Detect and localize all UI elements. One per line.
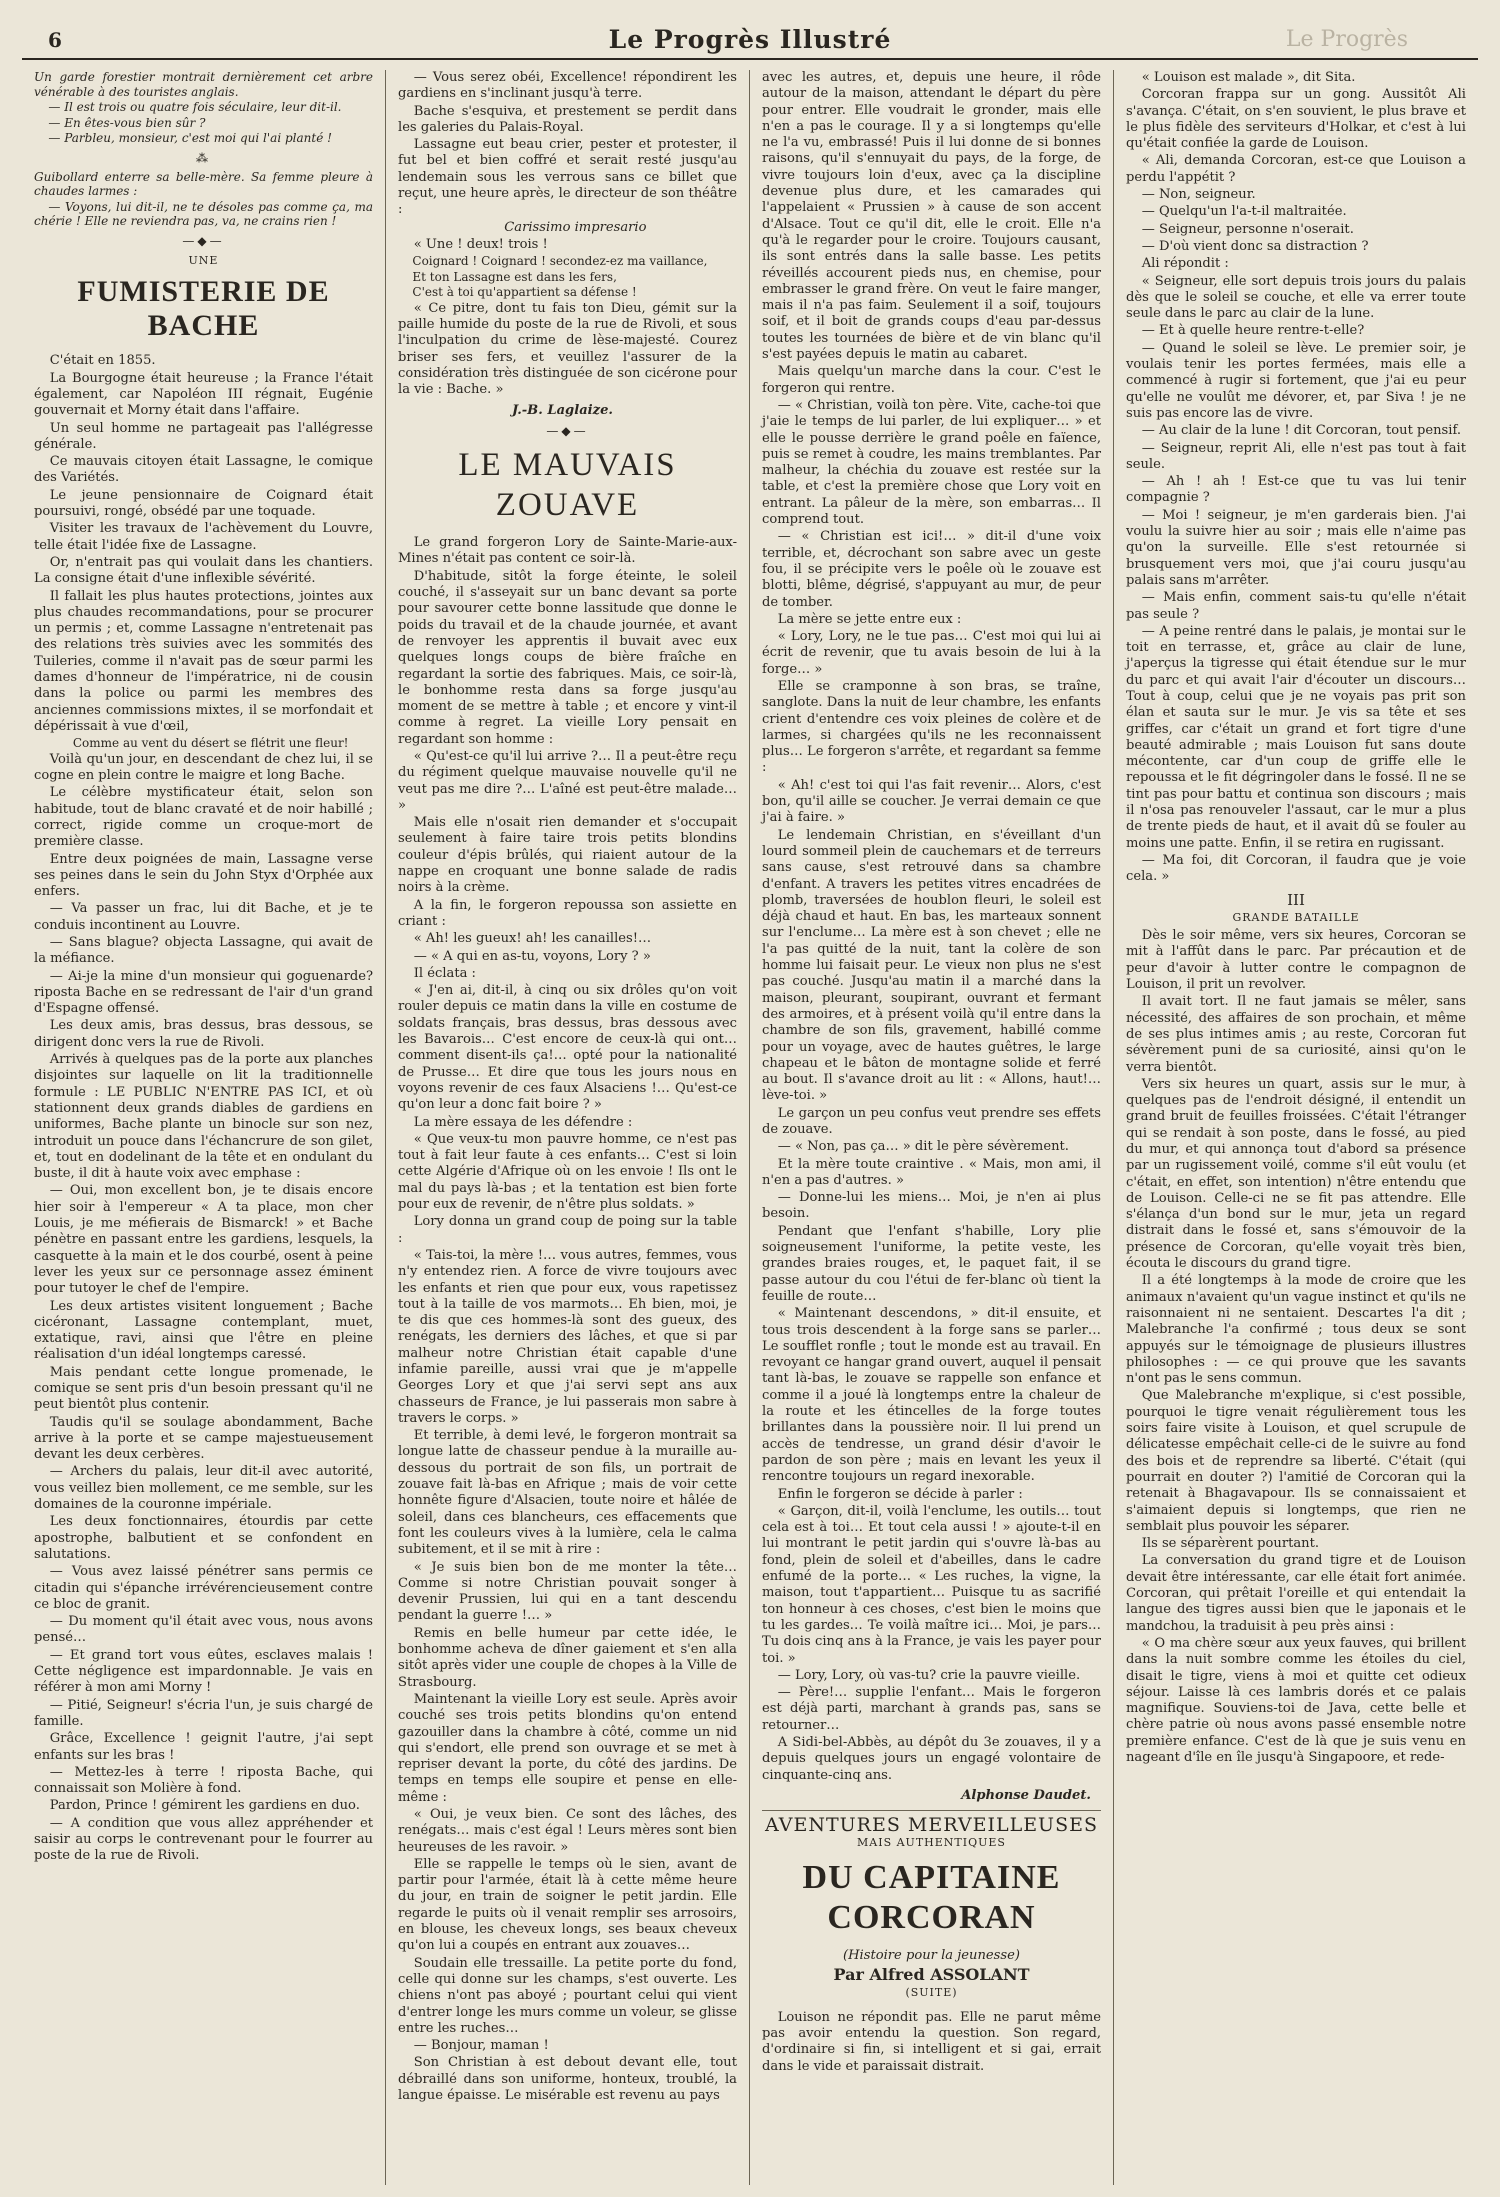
anecdote-line: — Il est trois ou quatre fois séculaire, leur dit-il. (48, 100, 342, 114)
chapter-title: GRANDE BATAILLE (1232, 910, 1360, 924)
paragraph: Soudain elle tressaille. La petite porte du fond, celle qui donne sur les champs, s'est ouverte. Les chiens n'ont pas aboyé ; pourtant celui qui vient d'entrer longe les murs comme un voleur, se glisse entre les ruches… (398, 1955, 737, 2036)
paragraph: — Vous serez obéi, Excellence! répondirent les gardiens en s'inclinant jusqu'à terre. (398, 70, 737, 102)
paragraph: « Lory, Lory, ne le tue pas… C'est moi qui lui ai écrit de revenir, que tu avais besoin de lui à la forge… » (762, 629, 1101, 677)
asterism-ornament: ⁂ (196, 150, 211, 165)
paragraph: Les deux artistes visitent longuement ; Bache cicéronant, Lassagne contemplant, muet, extatique, ravi, ainsi que l'être en pleine réalisation d'un idéal longtemps caressé. (34, 1298, 373, 1363)
divider-ornament: —◆— (182, 233, 225, 248)
anecdote-line: — Voyons, lui dit-il, ne te désoles pas comme ça, ma chérie ! Elle ne reviendra pas, va, ne crains rien ! (34, 199, 373, 229)
paragraph: — « Christian est ici!… » dit-il d'une voix terrible, et, décrochant son sabre avec un geste fou, il se précipite vers le poêle où le zouave est blotti, blême, dégrisé, s'appuyant au mur, de peur de tomber. (762, 529, 1101, 610)
paragraph: — Lory, Lory, où vas-tu? crie la pauvre vieille. (777, 1667, 1081, 1683)
paragraph: — A condition que vous allez appréhender et saisir au corps le contrevenant pour le fourrer au poste de la rue de Rivoli. (34, 1815, 373, 1864)
paragraph: La Bourgogne était heureuse ; la France l'était également, car Napoléon III régnait, Eugénie gouvernait et Morny était dans l'affaire. (34, 370, 373, 419)
paragraph: « Maintenant descendons, » dit-il ensuite, et tous trois descendent à la forge sans se parler… Le soufflet ronfle ; tout le monde est au travail. En revoyant ce hangar grand ouvert, auquel il pensait tant là-bas, le zouave se rappelle son enfance et comme il a joué là longtemps entre la chaleur de la route et les étincelles de la forge toutes brillantes dans la poussière noir. Il lui prend un accès de tendresse, un grand désir d'avoir le pardon de son père ; mais en levant les yeux il rencontre toujours un regard inexorable. (762, 1306, 1101, 1485)
verse-line: Comme au vent du désert se flétrit une fleur! (72, 736, 349, 751)
paragraph: — Donne-lui les miens… Moi, je n'en ai plus besoin. (762, 1190, 1101, 1222)
newspaper-title: Le Progrès Illustré (608, 25, 892, 54)
paragraph: Le célèbre mystificateur était, selon son habitude, tout de blanc cravaté et de noir habillé ; correct, rigide comme un croque-mort de première classe. (34, 785, 373, 850)
paragraph: « Oui, je veux bien. Ce sont des lâches, des renégats… mais c'est égal ! Leurs mères sont bien heureuses de les ravoir. » (398, 1807, 737, 1855)
paragraph: Arrivés à quelques pas de la porte aux planches disjointes sur laquelle on lit la traditionnelle formule : LE PUBLIC N'ENTRE PAS ICI, et où stationnent deux grands diables de gardiens en uniformes, Bache plante un binocle sur son nez, introduit un pouce dans l'échancrure de son gilet, et, tout en dodelinant de la tête et en ondulant du buste, il dit à haute voix avec emphase : (34, 1052, 373, 1182)
letter-line: « Une ! deux! trois ! (413, 236, 548, 252)
paragraph: — Moi ! seigneur, je m'en garderais bien. J'ai voulu la suivre hier au soir ; mais elle n'aime pas qu'on la surveille. Elle s'est retournée si brusquement vers moi, que j'ai couru jusqu'au palais sans m'arrêter. (1126, 507, 1466, 588)
paragraph: Son Christian à est debout devant elle, tout débraillé dans son uniforme, honteux, troublé, la langue épaisse. Le misérable est revenu au pays (398, 2055, 737, 2104)
paragraph: Mais quelqu'un marche dans la cour. C'est le forgeron qui rentre. (762, 364, 1101, 396)
paragraph: Visiter les travaux de l'achèvement du Louvre, telle était l'idée fixe de Lassagne. (34, 521, 373, 553)
paragraph: Lassagne eut beau crier, pester et protester, il fut bel et bien coffré et serait resté jusqu'au lendemain sous les verrous sans ce billet que reçut, une heure après, le directeur de son théâtre : (398, 137, 737, 218)
paragraph: « Que veux-tu mon pauvre homme, ce n'est pas tout à fait leur faute à ces enfants… C'est si loin cette Algérie d'Afrique où on les envoie ! Ils ont le mal du pays là-bas ; et la tentation est bien forte pour eux de revenir, de n'être plus soldats. » (398, 1131, 737, 1213)
paragraph: Louison ne répondit pas. Elle ne parut même pas avoir entendu la question. Son regard, d'ordinaire si fin, si intelligent et si gai, errait dans le vide et paraissait distrait. (762, 2009, 1101, 2074)
divider-ornament: —◆— (546, 423, 589, 438)
paragraph: « Tais-toi, la mère !… vous autres, femmes, vous n'y entendez rien. A force de vivre toujours avec les enfants et rien que pour eux, vous rapetissez tout à la taille de vos marmots… Eh bien, moi, je te dis que ces hommes-là sont des gueux, des renégats, les derniers des lâches, et que si par malheur notre Christian était capable d'une infamie pareille, aussi vrai que je m'appelle Georges Lory et que j'ai servi sept ans aux chasseurs de France, je lui passerais mon sabre à travers le corps. » (398, 1247, 737, 1426)
paragraph: — Seigneur, personne n'oserait. (1141, 221, 1354, 237)
paragraph: Lory donna un grand coup de poing sur la table : (398, 1214, 737, 1246)
paragraph: La conversation du grand tigre et de Louison devait être intéressante, car elle était fort animée. Corcoran, qui prêtait l'oreille et qui entendait la langue des tigres aussi bien que le japonais et le mandchou, la traduisit à peu près ainsi : (1126, 1553, 1466, 1634)
paragraph: — Vous avez laissé pénétrer sans permis ce citadin qui s'épanche irrévérencieusement contre ce bloc de granit. (34, 1564, 373, 1612)
feuilleton-suite: (SUITE) (905, 1986, 958, 2000)
paragraph: — D'où vient donc sa distraction ? (1141, 238, 1369, 254)
paragraph: — Pitié, Seigneur! s'écria l'un, je suis chargé de famille. (34, 1697, 373, 1729)
paragraph: — Seigneur, reprit Ali, elle n'est pas tout à fait seule. (1126, 440, 1466, 472)
paragraph: « Louison est malade », dit Sita. (1141, 70, 1356, 85)
paragraph: Que Malebranche m'explique, si c'est possible, pourquoi le tigre venait régulièrement tous les soirs faire visite à Louison, et quel scrupule de délicatesse empêchait celle-ci de le suivre au fond des bois et de reprendre sa liberté. C'était (qui pourrait en douter ?) l'amitié de Corcoran qui la retenait à Bhagavapour. Ils se connaissaient et s'aimaient depuis si longtemps, que rien ne semblait plus pouvoir les séparer. (1126, 1388, 1466, 1534)
paragraph: Or, n'entrait pas qui voulait dans les chantiers. La consigne était d'une inflexible sévérité. (34, 554, 373, 587)
paragraph: — Quand le soleil se lève. Le premier soir, je voulais tenir les portes fermées, mais elle a commencé à rugir si fortement, que j'ai eu peur qu'elle ne voulût me dévorer, et, par Siva ! je ne suis pas encore las de vivre. (1126, 340, 1466, 421)
anecdote-line: Guibollard enterre sa belle-mère. Sa femme pleure à chaudes larmes : (34, 169, 373, 199)
paragraph: — Et à quelle heure rentre-t-elle? (1141, 323, 1365, 339)
paragraph: — Non, seigneur. (1141, 187, 1256, 203)
paragraph: — « A qui en as-tu, voyons, Lory ? » (413, 948, 651, 964)
article-body-zouave (398, 535, 737, 2104)
bleed-through-text: Le Progrès (1285, 27, 1408, 52)
article-kicker: UNE (188, 254, 219, 268)
paragraph: Ali répondit : (1141, 256, 1229, 272)
paragraph: Le jeune pensionnaire de Coignard était poursuivi, rongé, obsédé par une toquade. (34, 487, 373, 520)
paragraph: — Bonjour, maman ! (413, 2038, 549, 2054)
paragraph: Pardon, Prince ! gémirent les gardiens en duo. (49, 1798, 360, 1814)
paragraph: Vers six heures un quart, assis sur le mur, à quelques pas de l'endroit désigné, il entendit un grand bruit de feuilles froissées. C'était l'étranger qui se rendait à son poste, dans le fossé, au pied du mur, et qui annonça tout d'abord sa présence par un rugissement voilé, comme s'il eût voulu (et c'était, en effet, son intention) n'être entendu que de Louison. Celle-ci ne se fit pas attendre. Elle s'élança d'un bond sur le mur, jeta un regard distrait dans le fossé et, sans s'émouvoir de la présence de Corcoran, qu'elle voyait très bien, écouta le discours du grand tigre. (1126, 1076, 1466, 1272)
article-title-fumisterie: FUMISTERIE DE BACHE (77, 275, 330, 343)
paragraph: — Oui, mon excellent bon, je te disais encore hier soir à l'empereur « A ta place, mon cher Louis, je me méfierais de Bismarck! » et Bache pénètre en passant entre les gardiens, lesquels, la casquette à la main et le dos courbé, osent à peine lever les yeux sur ce personnage assez éminent pour tutoyer le chef de l'empire. (34, 1183, 373, 1297)
paragraph: « O ma chère sœur aux yeux fauves, qui brillent dans la nuit sombre comme les étoiles du ciel, disait le tigre, viens à moi et quitte cet odieux séjour. Laisse là ces lambris dorés et ce palais magnifique. Souviens-toi de Java, cette belle et chère patrie où nous avons passé ensemble notre première enfance. C'est de là que je suis venu en nageant d'île en île jusqu'à Singapoore, et rede- (1126, 1635, 1466, 1765)
signature-laglaize: J.-B. Laglaize. (512, 402, 613, 418)
paragraph: Mais pendant cette longue promenade, le comique se sent pris d'un besoin pressant qu'il ne peut bientôt plus contenir. (34, 1364, 373, 1413)
paragraph: — Quelqu'un l'a-t-il maltraitée. (1141, 204, 1347, 220)
paragraph: Enfin le forgeron se décide à parler : (777, 1486, 1023, 1502)
paragraph: Il avait tort. Il ne faut jamais se mêler, sans nécessité, des affaires de son prochain, et même de ses plus intimes amis ; au reste, Corcoran fut sévèrement puni de sa curiosité, ainsi qu'on le verra bientôt. (1126, 994, 1466, 1075)
paragraph: Le garçon un peu confus veut prendre ses effets de zouave. (762, 1105, 1101, 1137)
paragraph: Ce mauvais citoyen était Lassagne, le comique des Variétés. (34, 454, 373, 486)
paragraph: Et terrible, à demi levé, le forgeron montrait sa longue latte de chasseur pendue à la muraille au-dessous du portrait de son fils, un portrait de zouave fait là-bas en Afrique ; mais de voir cette honnête figure d'Alsacien, toute noire et hâlée de soleil, dans ces blancheurs, ces effacements que font les couleurs vives à la lumière, cela le calma subitement, et il se mit à rire : (398, 1428, 737, 1558)
paragraph: C'était en 1855. (49, 353, 156, 369)
article-body-fumisterie (34, 353, 373, 1864)
paragraph: « Garçon, dit-il, voilà l'enclume, les outils… tout cela est à toi… Et tout cela aussi ! » ajoute-t-il en lui montrant le petit jardin qui s'ouvre là-bas au fond, plein de soleil et d'abeilles, dans le cadre enfumé de la porte… « Les ruches, la vigne, la maison, tout t'appartient… Puisque tu as sacrifié ton honneur à ces choses, c'est bien le moins que tu les gardes… Te voilà maître ici… Moi, je pars… Tu dois cinq ans à la France, je vais les payer pour toi. » (762, 1503, 1101, 1666)
paragraph: Bache s'esquiva, et prestement se perdit dans les galeries du Palais-Royal. (398, 103, 737, 135)
paragraph: Il fallait les plus hautes protections, jointes aux plus chaudes recommandations, pour se procurer un permis ; et, comme Lassagne n'entretenait pas des relations très suivies avec les sommités des Tuileries, comme il n'avait pas de sœur parmi les dames d'honneur de l'impératrice, ni de cousin dans la police ou parmi les membres des anciennes commissions mixtes, il se morfondait et dépérissait à vue d'œil, (34, 588, 373, 734)
paragraph: Pendant que l'enfant s'habille, Lory plie soigneusement l'uniforme, la petite veste, les grandes braies rouges, et, le paquet fait, il se passe autour du cou l'étui de fer-blanc où tient la feuille de route… (762, 1223, 1101, 1304)
paragraph: A Sidi-bel-Abbès, au dépôt du 3e zouaves, il y a depuis quelques jours un engagé volontaire de cinquante-cinq ans. (762, 1734, 1101, 1783)
section-rule (762, 1810, 1101, 1811)
paragraph: « Ah! les gueux! ah! les canailles!… (413, 931, 652, 947)
paragraph: La mère se jette entre eux : (777, 611, 962, 627)
column-1 (22, 70, 386, 2185)
feuilleton-heading-1: AVENTURES MERVEILLEUSES (765, 1814, 1098, 1837)
paragraph: Mais elle n'osait rien demander et s'occupait seulement à faire taire trois petits blondins couleur d'épis brûlés, qui riaient autour de la nappe en croquant une bonne salade de radis noirs à la crème. (398, 815, 737, 896)
paragraph: — Ah ! ah ! Est-ce que tu vas lui tenir compagnie ? (1126, 474, 1466, 506)
paragraph: Corcoran frappa sur un gong. Aussitôt Ali s'avança. C'était, on s'en souvient, le plus brave et le plus fidèle des serviteurs d'Holkar, et c'est à lui qu'était confiée la garde de Louison. (1126, 87, 1466, 152)
paragraph: — Archers du palais, leur dit-il avec autorité, vous veillez bien mollement, ce me semble, sur les domaines de la couronne impériale. (34, 1464, 373, 1513)
anecdote-forester (34, 70, 373, 146)
paragraph: — Mais enfin, comment sais-tu qu'elle n'était pas seule ? (1126, 590, 1466, 622)
paragraph: D'habitude, sitôt la forge éteinte, le soleil couché, il s'asseyait sur un banc devant sa porte pour savourer cette bonne lassitude que donne le poids du travail et de la chaude journée, et avant de renvoyer les apprentis il buvait avec eux quelques longs coups de bière fraîche en regardant la sortie des fabriques. Mais, ce soir-là, le bonhomme resta dans sa forge jusqu'au moment de se mettre à table ; et encore y vint-il comme à regret. La vieille Lory pensait en regardant son homme : (398, 568, 737, 747)
paragraph: Les deux fonctionnaires, étourdis par cette apostrophe, balbutient et se confondent en salutations. (34, 1514, 373, 1562)
paragraph: « Qu'est-ce qu'il lui arrive ?… Il a peut-être reçu du régiment quelque mauvaise nouvelle qu'il ne veut pas me dire ?… L'aîné est peut-être malade… » (398, 749, 737, 813)
paragraph: — Et grand tort vous eûtes, esclaves malais ! Cette négligence est impardonnable. Je vais en référer à mon ami Morny ! (34, 1647, 373, 1696)
paragraph: « Ce pitre, dont tu fais ton Dieu, gémit sur la paille humide du poste de la rue de Rivoli, et sous l'inculpation du crime de lèse-majesté. Courez briser ses fers, et veuillez l'assurer de la considération très distinguée de son cicérone pour la vie : Bache. » (398, 300, 737, 398)
paragraph: « Seigneur, elle sort depuis trois jours du palais dès que le soleil se couche, et elle va errer toute seule dans le parc au clair de la lune. (1126, 273, 1466, 322)
masthead (22, 18, 1478, 60)
feuilleton-title: DU CAPITAINE CORCORAN (802, 1858, 1061, 1936)
paragraph: Elle se rappelle le temps où le sien, avant de partir pour l'armée, était là à cette même heure du jour, en train de soigner le petit jardin. Elle regarde le puits où il venait remplir ses arrosoirs, en blouse, les cheveux longs, ses beaux cheveux qu'on lui a coupés en entrant aux zouaves… (398, 1856, 737, 1954)
paragraph: — Ma foi, dit Corcoran, il faudra que je voie cela. » (1126, 852, 1466, 885)
anecdote-guibollard (34, 170, 373, 229)
columns (22, 70, 1478, 2185)
paragraph: — Sans blague? objecta Lassagne, qui avait de la méfiance. (34, 934, 373, 967)
paragraph: — Mettez-les à terre ! riposta Bache, qui connaissait son Molière à fond. (34, 1764, 373, 1797)
column-4 (1114, 70, 1478, 2185)
paragraph: — « Christian, voilà ton père. Vite, cache-toi que j'aie le temps de lui parler, de lui expliquer… » et elle le pousse derrière le grand poêle en faïence, puis se remet à coudre, les mains tremblantes. Par malheur, la chéchia du zouave est restée sur la table, et c'est la première chose que Lory voit en entrant. La pâleur de la mère, son embarras… Il comprend tout. (762, 397, 1101, 528)
feuilleton-heading-2: MAIS AUTHENTIQUES (857, 1836, 1006, 1850)
paragraph: « Ali, demanda Corcoran, est-ce que Louison a perdu l'appétit ? (1126, 153, 1466, 185)
letter-salutation: Carissimo impresario (504, 219, 647, 235)
article-title-zouave: LE MAUVAIS ZOUAVE (458, 447, 677, 524)
paragraph: — A peine rentré dans le palais, je montai sur le toit en terrasse, et, grâce au clair de lune, j'aperçus la tigresse qui était étendue sur le mur du parc et qui avait l'air d'écouter un discours… Tout à coup, celui que je ne voyais pas prit son élan et sauta sur le mur. Je vis sa tête et ses griffes, car c'était un grand et fort tigre d'une beauté admirable ; mais Louison fut sans doute mécontente, car d'un coup de griffe elle le repoussa et le fit dégringoler dans le fossé. Il ne se tint pas pour battu et continua son discours ; mais il n'osa pas renouveler l'assaut, car le mur a plus de trente pieds de haut, et il avait dû se fouler au moins une patte. Enfin, il se retira en rugissant. (1126, 623, 1466, 851)
paragraph: Ils se séparèrent pourtant. (1141, 1536, 1320, 1552)
paragraph: — Au clair de la lune ! dit Corcoran, tout pensif. (1141, 423, 1462, 439)
feuilleton-subtitle: (Histoire pour la jeunesse) (843, 1947, 1020, 1963)
paragraph: avec les autres, et, depuis une heure, il rôde autour de la maison, attendant le départ du père pour entrer. Elle voudrait le gronder, mais elle n'en a pas le courage. Il y a si longtemps qu'elle ne l'a vu, embrassé! Puis il lui donne de si bonnes raisons, qu'il s'ennuyait du pays, de la forge, de vivre toujours loin d'eux, avec ça la discipline devenue plus dure, et les camarades qui l'appelaient « Prussien » à cause de son accent d'Alsace. Tout ce qu'il dit, elle le croit. Elle n'a qu'à le regarder pour le croire. Toujours causant, ils sont entrés dans la salle basse. Les petits réveillés accourent pieds nus, en chemise, pour embrasser le grand frère. On veut le faire manger, mais il n'a pas faim. Seulement il a soif, toujours soif, et il boit de grands coups d'eau par-dessus toutes les tournées de bière et de vin blanc qu'il s'est payées depuis le matin au cabaret. (762, 70, 1101, 363)
paragraph: Remis en belle humeur par cette idée, le bonhomme acheva de dîner gaiement et s'en alla sitôt après vider une couple de chopes à la Ville de Strasbourg. (398, 1625, 737, 1690)
paragraph: Taudis qu'il se soulage abondamment, Bache arrive à la porte et se campe majestueusement devant les deux cerbères. (34, 1414, 373, 1463)
paragraph: Entre deux poignées de main, Lassagne verse ses peines dans le sein du John Styx d'Orphée aux enfers. (34, 851, 373, 900)
paragraph: Le grand forgeron Lory de Sainte-Marie-aux-Mines n'était pas content ce soir-là. (398, 535, 737, 567)
page-number: 6 (48, 28, 62, 52)
column-3 (750, 70, 1114, 2185)
verse-line: Coignard ! Coignard ! secondez-ez ma vaillance, (412, 254, 708, 269)
paragraph: « Ah! c'est toi qui l'as fait revenir… Alors, c'est bon, qu'il aille se coucher. Je verrai demain ce que j'ai à faire. » (762, 777, 1101, 826)
paragraph: — « Non, pas ça… » dit le père sévèrement. (777, 1139, 1069, 1155)
paragraph: Grâce, Excellence ! geignit l'autre, j'ai sept enfants sur les bras ! (34, 1731, 373, 1763)
paragraph: « Je suis bien bon de me monter la tête… Comme si notre Christian pouvait songer à devenir Prussien, lui qui en a tant descendu pendant la guerre !… » (398, 1559, 737, 1624)
paragraph: Le lendemain Christian, en s'éveillant d'un lourd sommeil plein de cauchemars et de terreurs sans cause, s'est retrouvé dans sa chambre d'enfant. A travers les petites vitres encadrées de plomb, traversées de houblon fleuri, le soleil est déjà chaud et haut. En bas, les marteaux sonnent sur l'enclume… La mère est à son chevet ; elle ne l'a pas quitté de la nuit, tant la colère de son homme lui faisait peur. Le vieux non plus ne s'est pas couché. Jusqu'au matin il a marché dans la maison, pleurant, soupirant, ouvrant et fermant des armoires, et à présent voilà qu'il entre dans la chambre de son fils, gravement, habillé comme pour un voyage, avec de hautes guêtres, le large chapeau et le bâton de montagne solide et ferré au bout. Il s'avance droit au lit : « Allons, haut!… lève-toi. » (762, 827, 1101, 1104)
paragraph: Il éclata : (413, 965, 476, 981)
paragraph: A la fin, le forgeron repoussa son assiette en criant : (398, 897, 737, 929)
paragraph: Il a été longtemps à la mode de croire que les animaux n'avaient qu'un vague instinct et qu'ils ne raisonnaient ni ne sentaient. Descartes l'a dit ; Malebranche l'a confirmé ; tous deux se sont appuyés sur le témoignage de plusieurs illustres philosophes : — ce qui prouve que les savants n'ont pas le sens commun. (1126, 1273, 1466, 1387)
paragraph: — Père!… supplie l'enfant… Mais le forgeron est déjà parti, marchant à grands pas, sans se retourner… (762, 1685, 1101, 1733)
paragraph: La mère essaya de les défendre : (413, 1114, 633, 1130)
paragraph: « J'en ai, dit-il, à cinq ou six drôles qu'on voit rouler depuis ce matin dans la ville en costume de soldats français, bras dessus, bras dessous avec les Bavarois… C'est encore de ceux-là qui ont… comment disent-ils ça!… opté pour la nationalité de Prusse… Et dire que tous les jours nous en voyons revenir de ces faux Alsaciens !… Qu'est-ce qu'on leur a donc fait boire ? » (398, 983, 737, 1113)
signature-daudet: Alphonse Daudet. (961, 1787, 1091, 1803)
paragraph: Elle se cramponne à son bras, se traîne, sanglote. Dans la nuit de leur chambre, les enfants crient d'entendre ces voix pleines de colère et de larmes, si chargées qu'ils ne les reconnaissent plus… Le forgeron s'arrête, et regardant sa femme : (762, 678, 1101, 776)
feuilleton-author: Par Alfred ASSOLANT (833, 1965, 1030, 1985)
column-2 (386, 70, 750, 2185)
paragraph: Voilà qu'un jour, en descendant de chez lui, il se cogne en plein contre le maigre et long Bache. (34, 751, 373, 784)
chapter-number: III (1287, 890, 1305, 909)
paragraph: — Ai-je la mine d'un monsieur qui goguenarde? riposta Bache en se redressant de l'air d'un grand d'Espagne offensé. (34, 968, 373, 1017)
paragraph: — Du moment qu'il était avec vous, nous avons pensé… (34, 1614, 373, 1646)
paragraph: Maintenant la vieille Lory est seule. Après avoir couché ses trois petits blondins qu'on entend gazouiller dans la chambre à côté, comme un nid qui s'endort, elle prend son ouvrage et se met à repriser devant la porte, du côté des jardins. De temps en temps elle soupire et pense en elle-même : (398, 1691, 737, 1805)
verse-line: Et ton Lassagne est dans les fers, (412, 269, 617, 284)
paragraph: Et la mère toute craintive . « Mais, mon ami, il n'en a pas d'autres. » (762, 1156, 1101, 1188)
paragraph: Un seul homme ne partageait pas l'allégresse générale. (34, 420, 373, 452)
anecdote-line: Un garde forestier montrait dernièrement cet arbre vénérable à des touristes anglais. (34, 70, 373, 99)
paragraph: Les deux amis, bras dessus, bras dessous, se dirigent donc vers la rue de Rivoli. (34, 1018, 373, 1050)
paragraph: — Va passer un frac, lui dit Bache, et je te conduis incontinent au Louvre. (34, 901, 373, 933)
anecdote-line: — Parbleu, monsieur, c'est moi qui l'ai planté ! (48, 131, 332, 145)
verse-line: C'est à toi qu'appartient sa défense ! (412, 285, 637, 300)
anecdote-line: — En êtes-vous bien sûr ? (48, 115, 206, 130)
paragraph: Dès le soir même, vers six heures, Corcoran se mit à l'affût dans le parc. Par précaution et de peur d'avoir à lutter contre le compagnon de Louison, il prit un revolver. (1126, 928, 1466, 993)
